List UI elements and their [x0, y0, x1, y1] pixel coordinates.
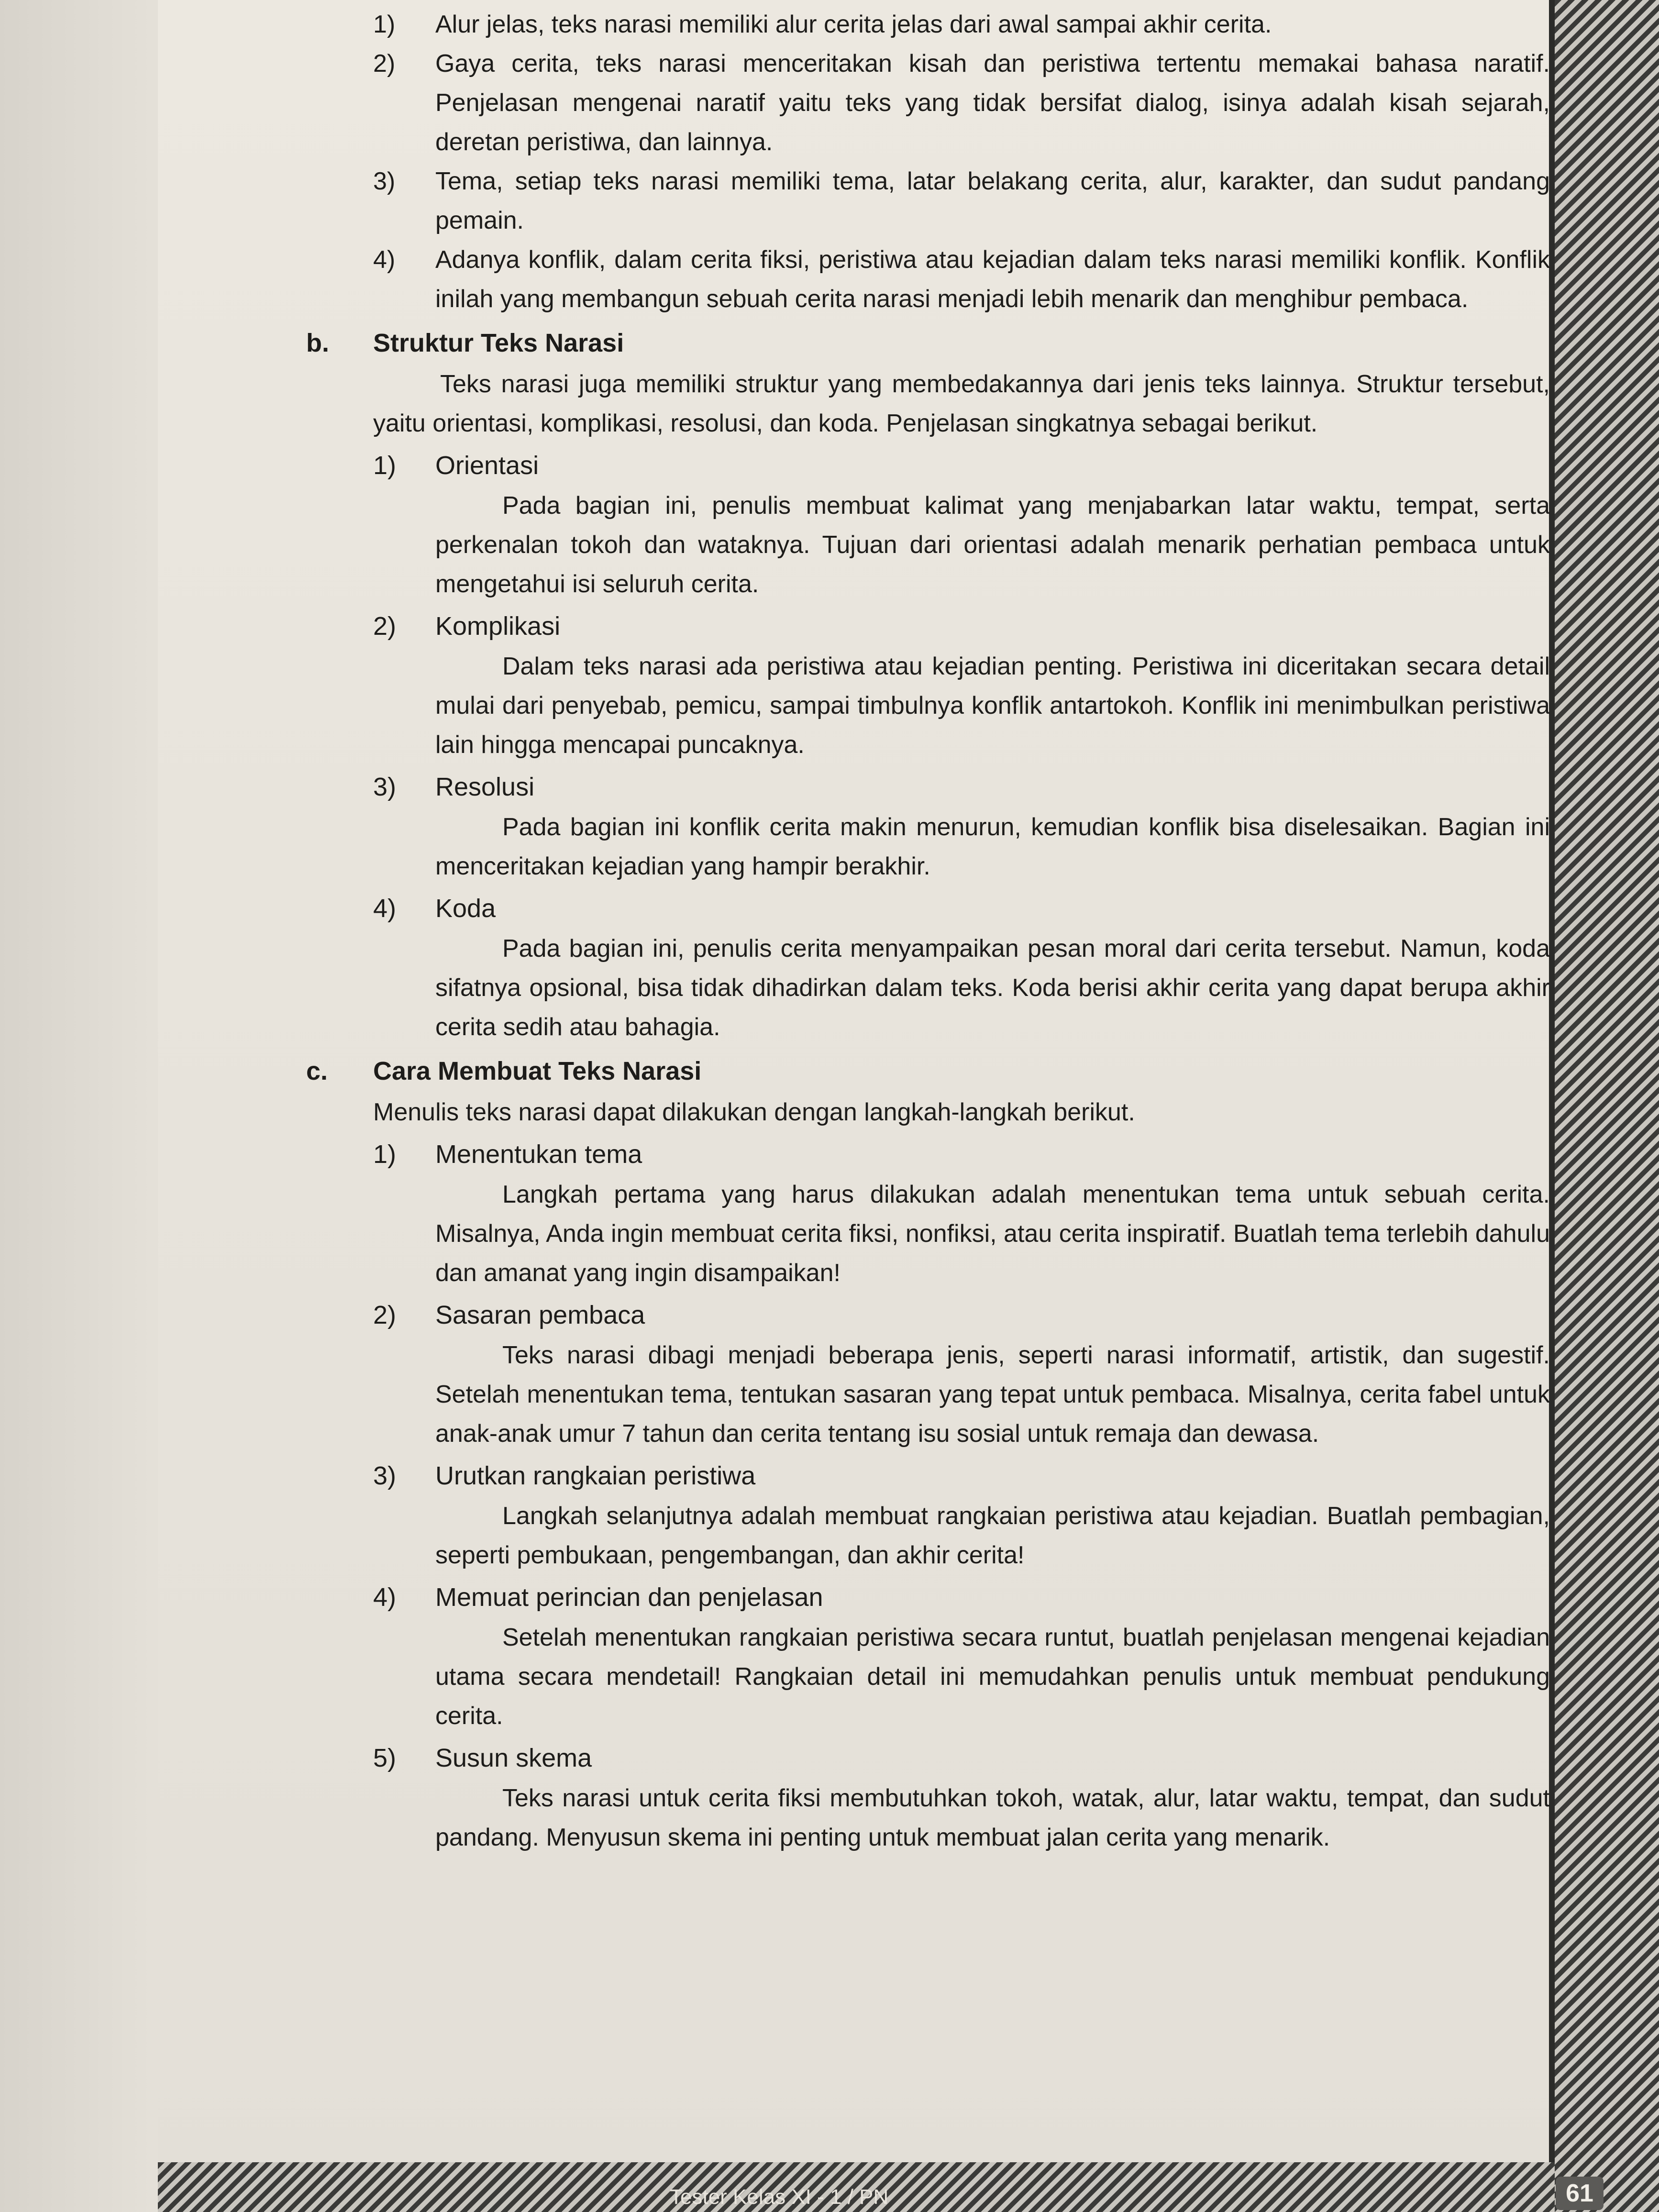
item-number: 5) [373, 1744, 397, 1772]
item-text: Alur jelas, teks narasi memiliki alur cerita jelas dari awal sampai akhir cerita. [435, 11, 1272, 38]
item-number: 4) [373, 894, 397, 923]
subsection-text: Pada bagian ini konflik cerita makin menurun, kemudian konflik bisa diselesaikan. Bagian ini menceritakan kejadian yang hampir berakhir. [435, 813, 1550, 880]
footer-text: Tester Kelas XI - 1 / PN [670, 2185, 889, 2209]
item-text: Gaya cerita, teks narasi menceritakan kisah dan peristiwa tertentu memakai bahasa naratif. Penjelasan mengenai naratif yaitu teks yang tidak bersifat dialog, isinya adalah kisah sejarah, deretan peristiwa, dan lainnya. [435, 50, 1550, 156]
top-list [306, 5, 1550, 319]
subsection-heading [306, 1577, 1550, 1618]
section-letter: c. [306, 1057, 328, 1085]
item-number: 4) [373, 1583, 397, 1612]
page-content [306, 5, 1550, 1857]
subsection-label: Resolusi [435, 773, 535, 801]
section-intro: Menulis teks narasi dapat dilakukan dengan langkah-langkah berikut. [373, 1098, 1135, 1126]
section-letter: b. [306, 329, 329, 357]
subsection-text: Langkah selanjutnya adalah membuat rangkaian peristiwa atau kejadian. Buatlah pembagian, seperti pembukaan, pengembangan, dan akhir cerita! [435, 1502, 1550, 1569]
section-title: Cara Membuat Teks Narasi [373, 1057, 702, 1085]
item-number: 3) [373, 1461, 397, 1490]
list-item [306, 5, 1550, 44]
subsection-heading [306, 766, 1550, 807]
subsection-text: Pada bagian ini, penulis cerita menyampaikan pesan moral dari cerita tersebut. Namun, koda sifatnya opsional, bisa tidak dihadirkan dalam teks. Koda berisi akhir cerita yang dapat berupa akhir cerita sedih atau bahagia. [435, 935, 1550, 1041]
list-item [306, 162, 1550, 240]
item-text: Adanya konflik, dalam cerita fiksi, peristiwa atau kejadian dalam teks narasi memiliki konflik. Konflik inilah yang membangun sebuah cerita narasi menjadi lebih menarik dan menghibur pembaca. [435, 246, 1550, 313]
subsection-heading [306, 606, 1550, 647]
subsection-heading [306, 1134, 1550, 1175]
item-number: 1) [373, 11, 396, 38]
page-number: 61 [1556, 2177, 1604, 2210]
subsection-heading [306, 445, 1550, 486]
subsection-label: Orientasi [435, 451, 539, 480]
item-number: 2) [373, 1301, 397, 1329]
section-heading-c [306, 1050, 1550, 1093]
section-intro: Teks narasi juga memiliki struktur yang membedakannya dari jenis teks lainnya. Struktur tersebut, yaitu orientasi, komplikasi, resolusi, dan koda. Penjelasan singkatnya sebagai berikut. [373, 370, 1550, 437]
subsection-text: Pada bagian ini, penulis membuat kalimat yang menjabarkan latar waktu, tempat, serta perkenalan tokoh dan wataknya. Tujuan dari orientasi adalah menarik perhatian pembaca untuk mengetahui isi seluruh cerita. [435, 492, 1550, 598]
subsection-text: Setelah menentukan rangkaian peristiwa secara runtut, buatlah penjelasan mengenai kejadian utama secara mendetail! Rangkaian detail ini memudahkan penulis untuk membuat pendukung cerita. [435, 1624, 1550, 1730]
item-number: 2) [373, 50, 396, 77]
section-heading-b [306, 321, 1550, 365]
item-number: 3) [373, 167, 396, 195]
item-number: 4) [373, 246, 396, 274]
hatched-right-border [1555, 0, 1659, 2212]
subsection-label: Menentukan tema [435, 1140, 642, 1169]
item-number: 1) [373, 1140, 397, 1169]
subsection-heading [306, 1294, 1550, 1336]
subsection-text: Teks narasi untuk cerita fiksi membutuhkan tokoh, watak, alur, latar waktu, tempat, dan sudut pandang. Menyusun skema ini penting untuk membuat jalan cerita yang menarik. [435, 1784, 1550, 1851]
subsection-label: Susun skema [435, 1744, 592, 1772]
subsection-text: Dalam teks narasi ada peristiwa atau kejadian penting. Peristiwa ini diceritakan secara detail mulai dari penyebab, pemicu, sampai timbulnya konflik antartokoh. Konflik ini menimbulkan peristiwa lain hingga mencapai puncaknya. [435, 653, 1550, 759]
item-number: 1) [373, 451, 397, 480]
subsection-label: Sasaran pembaca [435, 1301, 645, 1329]
list-item [306, 44, 1550, 162]
subsection-text: Langkah pertama yang harus dilakukan adalah menentukan tema untuk sebuah cerita. Misalnya, Anda ingin membuat cerita fiksi, nonfiksi, atau cerita inspiratif. Buatlah tema terlebih dahulu dan amanat yang ingin disampaikan! [435, 1181, 1550, 1287]
subsection-heading [306, 888, 1550, 929]
section-title: Struktur Teks Narasi [373, 329, 624, 357]
subsection-label: Memuat perincian dan penjelasan [435, 1583, 823, 1612]
list-item [306, 240, 1550, 319]
item-text: Tema, setiap teks narasi memiliki tema, latar belakang cerita, alur, karakter, dan sudut pandang pemain. [435, 167, 1550, 234]
subsection-label: Koda [435, 894, 496, 923]
item-number: 2) [373, 612, 397, 641]
subsection-text: Teks narasi dibagi menjadi beberapa jenis, seperti narasi informatif, artistik, dan sugestif. Setelah menentukan tema, tentukan sasaran yang tepat untuk pembaca. Misalnya, cerita fabel untuk anak-anak umur 7 tahun dan cerita tentang isu sosial untuk remaja dan dewasa. [435, 1341, 1550, 1448]
subsection-heading [306, 1737, 1550, 1779]
subsection-label: Urutkan rangkaian peristiwa [435, 1461, 756, 1490]
subsection-heading [306, 1455, 1550, 1496]
item-number: 3) [373, 773, 397, 801]
subsection-label: Komplikasi [435, 612, 561, 641]
